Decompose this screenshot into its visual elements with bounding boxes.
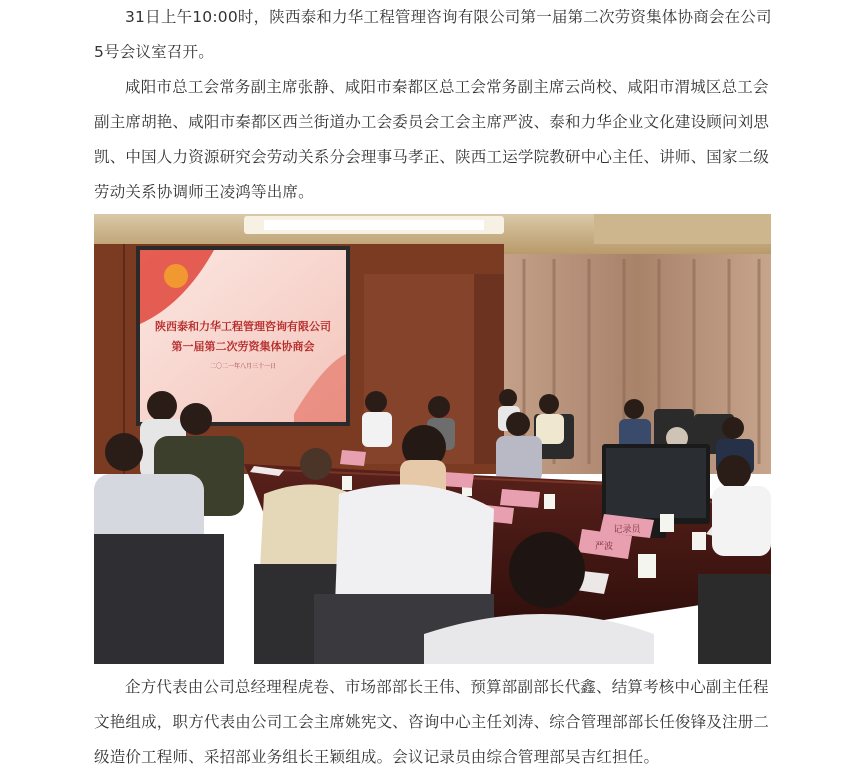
meeting-photo	[94, 214, 771, 664]
nameplate-yanbo: 严波	[594, 542, 614, 552]
nameplate-recorder: 记录员	[613, 525, 641, 535]
slide-title: 陕西泰和力华工程管理咨询有限公司	[155, 320, 331, 333]
paragraph-meeting-opening: 31日上午10:00时，陕西泰和力华工程管理咨询有限公司第一届第二次劳资集体协商会在公司5号会议室召开。	[94, 8, 772, 61]
slide-date: 二〇二一年八月三十一日	[209, 363, 277, 370]
paragraph-representatives: 企方代表由公司总经理程虎卷、市场部部长王伟、预算部副部长代鑫、结算考核中心副主任程文艳组成，职方代表由公司工会主席姚宪文、咨询中心主任刘涛、综合管理部部长任俊锋及注册二级造价工程师、采招部业务组长王颖组成。会议记录员由综合管理部吴吉红担任。	[94, 678, 770, 766]
slide-subtitle: 第一届第二次劳资集体协商会	[171, 340, 315, 353]
paragraph-attendees: 咸阳市总工会常务副主席张静、咸阳市秦都区总工会常务副主席云尚校、咸阳市渭城区总工会副主席胡艳、咸阳市秦都区西兰街道办工会委员会工会主席严波、泰和力华企业文化建设顾问刘思凯、中国人力资源研究会劳动关系分会理事马孝正、陕西工运学院教研中心主任、讲师、国家二级劳动关系协调师王凌鸿等出席。	[94, 78, 770, 201]
